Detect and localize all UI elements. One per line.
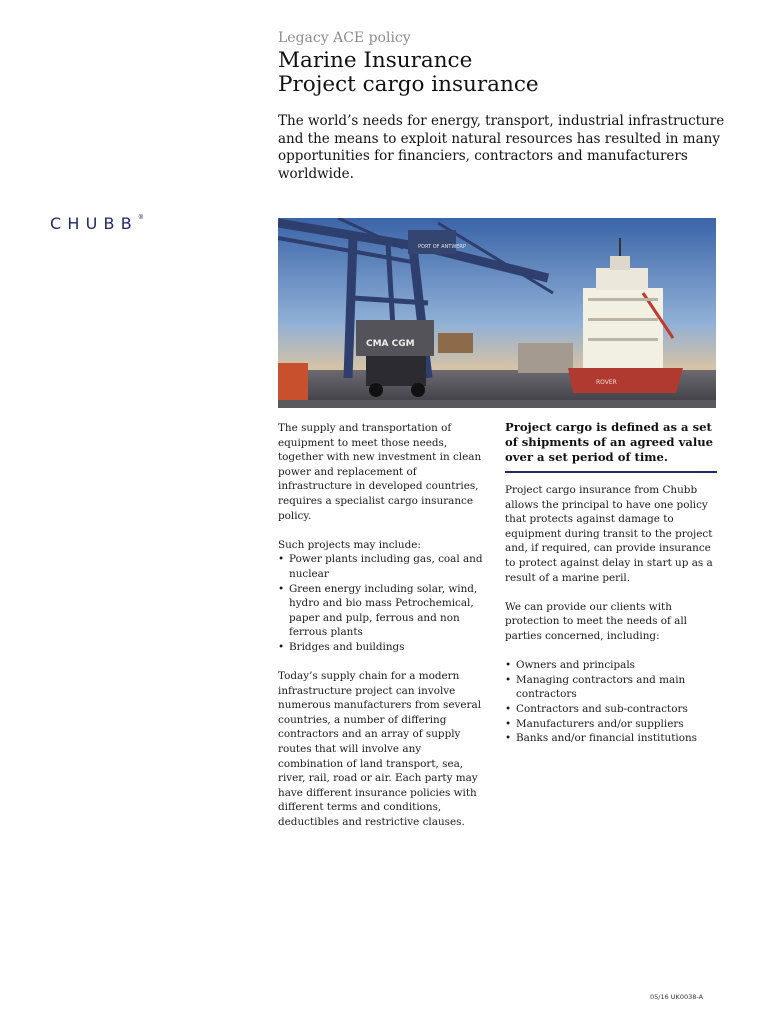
- list-item: • Banks and/or financial institutions: [505, 731, 717, 746]
- chubb-logo: [50, 214, 180, 234]
- logo-wordmark: CHUBB: [50, 214, 138, 233]
- supply-chain-paragraph: Today’s supply chain for a modern infrastructure project can involve numerous manufacturers from several countries, a number of differing contractors and an array of supply routes that will involve any combination of land transport, sea, river, rail, road or air. Each party may have different insurance policies with different terms and conditions, deductibles and restrictive clauses.: [278, 670, 482, 829]
- container-label: CMA CGM: [366, 339, 415, 349]
- document-code: 05/16 UK0038-A: [650, 993, 704, 1001]
- intro-paragraph: The supply and transportation of equipment to meet those needs, together with new investment in clean power and replacement of infrastructure in developed countries, requires a specialist cargo insurance policy.: [278, 422, 482, 522]
- list-item: • Managing contractors and main contractors: [505, 673, 717, 702]
- right-column: [505, 420, 717, 746]
- crane-cab: [408, 230, 456, 254]
- ship-label: ROVER: [596, 379, 617, 386]
- projects-list: [278, 552, 488, 654]
- carrier-wheel-left: [369, 383, 383, 397]
- page-title: [278, 49, 539, 97]
- hanging-cargo: [438, 333, 473, 353]
- left-column: [278, 421, 488, 830]
- parties-list: [505, 658, 717, 746]
- carrier-wheel-right: [411, 383, 425, 397]
- title-line-1: Marine Insurance: [278, 48, 473, 73]
- list-item: • Owners and principals: [505, 658, 717, 673]
- lifted-container: [356, 320, 434, 356]
- logo-registered-mark: ®: [137, 214, 144, 221]
- port-photo-illustration: [278, 218, 716, 408]
- kicker-label: Legacy ACE policy: [278, 30, 411, 46]
- list-item: • Bridges and buildings: [278, 640, 488, 655]
- project-cargo-module: [518, 343, 573, 373]
- lede-paragraph: The world’s needs for energy, transport, industrial infrastructure and the means to exploit natural resources has resulted in many opportunities for financiers, contractors and manufacturers worldwide.: [278, 113, 725, 182]
- port-photo: [278, 218, 716, 408]
- crane-label: PORT OF ANTWERP: [418, 244, 466, 250]
- list-item: • Green energy including solar, wind, hydro and bio mass Petrochemical, paper and pulp, ferrous and non ferrous plants: [278, 582, 488, 640]
- parties-intro: We can provide our clients with protection to meet the needs of all parties concerned, including:: [505, 600, 687, 642]
- projects-heading: Such projects may include:: [278, 538, 421, 551]
- list-item: • Manufacturers and/or suppliers: [505, 717, 717, 732]
- list-item: • Power plants including gas, coal and nuclear: [278, 552, 488, 581]
- list-item: • Contractors and sub-contractors: [505, 702, 717, 717]
- definition-callout: Project cargo is defined as a set of shipments of an agreed value over a set period of time.: [505, 420, 717, 473]
- title-line-2: Project cargo insurance: [278, 72, 539, 97]
- description-paragraph: Project cargo insurance from Chubb allows the principal to have one policy that protects against damage to equipment during transit to the project and, if required, can provide insurance to protect against delay in start up as a result of a marine peril.: [505, 484, 713, 584]
- quay-edge: [278, 400, 716, 408]
- straddle-carrier: [366, 356, 426, 386]
